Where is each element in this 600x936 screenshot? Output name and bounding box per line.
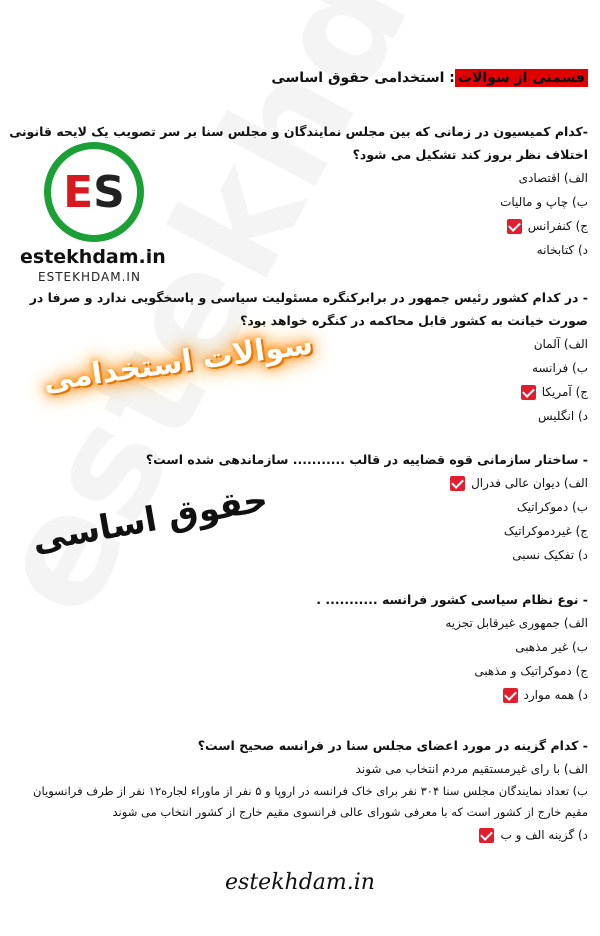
overlay-title-glow: سوالات استخدامی xyxy=(41,326,315,399)
question-5 xyxy=(8,734,588,847)
option-a: الف) با رای غیرمستقیم مردم انتخاب می شوند xyxy=(355,762,588,776)
option-b: ب) غیر مذهبی xyxy=(515,640,588,654)
option-a: الف) اقتصادی xyxy=(518,171,588,185)
question-text: - نوع نظام سیاسی کشور فرانسه ........... . xyxy=(316,592,588,607)
checkmark-icon xyxy=(507,219,522,234)
header-highlight: قسمتی از سوالات xyxy=(455,69,588,87)
question-4 xyxy=(8,588,588,707)
logo-es-icon: E S xyxy=(51,149,137,235)
page-header xyxy=(271,70,588,86)
option-b: ب) تعداد نمایندگان مجلس سنا ۳۰۴ نفر برای خاک فرانسه در اروپا و ۵ نفر از ماوراء لجاره۱۲ نفر از طرف فرانسویان مقیم خارج از کشور است که با معرفی شورای عالی فرانسوی مقیم خارج از کشور انتخاب می شوند xyxy=(33,784,588,819)
option-d: د) کتابخانه xyxy=(536,243,588,257)
checkmark-icon xyxy=(503,688,518,703)
checkmark-icon xyxy=(479,828,494,843)
question-text: - ساختار سازمانی قوه قضاییه در قالب ........... سازماندهی شده است؟ xyxy=(145,452,588,467)
option-d: د) تفکیک نسبی xyxy=(512,548,588,562)
option-label: ج) آمریکا xyxy=(541,385,588,399)
option-d xyxy=(8,823,588,847)
question-text: - در کدام کشور رئیس جمهور در برابرکنگره مسئولیت سیاسی و پاسخگویی ندارد و صرفا در صورت خیانت به کشور قابل محاکمه در کنگره خواهد بود؟ xyxy=(29,290,588,328)
option-a xyxy=(8,471,588,495)
option-label: د) همه موارد xyxy=(523,688,588,702)
checkmark-icon xyxy=(450,476,465,491)
option-b: ب) چاپ و مالیات xyxy=(500,195,588,209)
option-d: د) انگلیس xyxy=(537,409,588,423)
option-c: ج) غیردموکراتیک xyxy=(503,524,588,538)
option-a: الف) آلمان xyxy=(533,337,588,351)
logo-name: estekhdam.in xyxy=(20,246,166,268)
option-label: ج) کنفرانس xyxy=(527,219,588,233)
option-a: الف) جمهوری غیرقابل تجزیه xyxy=(445,616,588,630)
header-rest: : استخدامی حقوق اساسی xyxy=(271,70,455,86)
option-label: الف) دیوان عالی فدرال xyxy=(471,476,588,490)
logo-subtitle: ESTEKHDAM.IN xyxy=(38,270,141,284)
logo-circle xyxy=(44,142,144,242)
overlay-title-subject: حقوق اساسی xyxy=(29,479,271,561)
option-c: ج) دموکراتیک و مذهبی xyxy=(474,664,588,678)
option-label: د) گزینه الف و ب xyxy=(500,828,588,842)
question-text: -کدام کمیسیون در زمانی که بین مجلس نمایندگان و مجلس سنا بر سر تصویب یک لایحه قانونی اختلاف نظر بروز کند تشکیل می شود؟ xyxy=(9,124,588,162)
checkmark-icon xyxy=(521,385,536,400)
option-b: ب) فرانسه xyxy=(532,361,588,375)
option-d xyxy=(8,683,588,707)
option-b: ب) دموکراتیک xyxy=(516,500,588,514)
question-text: - کدام گزینه در مورد اعضای مجلس سنا در فرانسه صحیح است؟ xyxy=(197,738,588,753)
footer-site-name: estekhdam.in xyxy=(225,870,375,895)
